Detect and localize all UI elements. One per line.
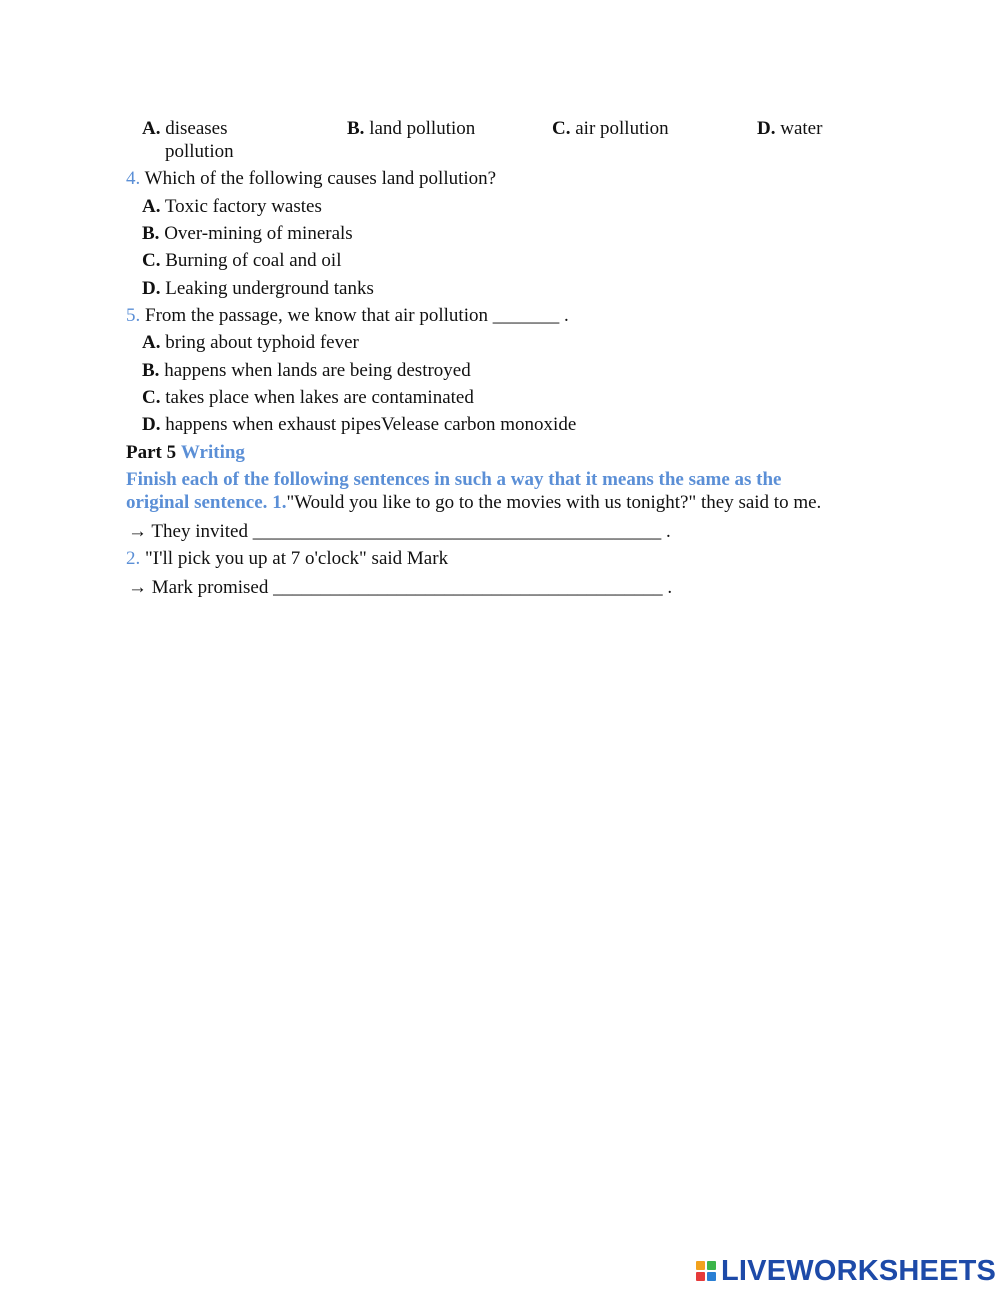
q5-option-a: A. bring about typhoid fever <box>142 332 359 353</box>
item-2-sentence: "I'll pick you up at 7 o'clock" said Mark <box>145 548 449 569</box>
q5-option-b: B. happens when lands are being destroyed <box>142 360 471 381</box>
q4-option-a: A. Toxic factory wastes <box>142 196 322 217</box>
q4-option-c: C. Burning of coal and oil <box>142 250 342 271</box>
logo-text: LIVEWORKSHEETS <box>721 1254 997 1287</box>
logo-square <box>707 1272 716 1281</box>
q4-option-b: B. Over-mining of minerals <box>142 223 353 244</box>
q4-option-d: D. Leaking underground tanks <box>142 278 374 299</box>
item-number: 2. <box>126 548 141 569</box>
q5-option-c: C. takes place when lakes are contaminated <box>142 387 474 408</box>
q3-option-c: C. air pollution <box>552 118 669 139</box>
item-2 <box>126 548 448 570</box>
q3-option-d: D. water <box>757 118 823 139</box>
logo-square <box>696 1261 705 1270</box>
q5-option-d: D. happens when exhaust pipesVelease carbon monoxide <box>142 414 577 435</box>
section-heading: Part 5 Writing <box>126 442 245 463</box>
logo-icon <box>696 1261 716 1281</box>
q3-option-a: A. diseases <box>142 118 228 139</box>
question-5 <box>126 305 569 327</box>
question-number: 4. <box>126 168 141 189</box>
item-1-sentence: "Would you like to go to the movies with us tonight?" they said to me. <box>286 492 822 513</box>
q3-option-a-continuation: pollution <box>165 141 234 162</box>
item-1-answer-line[interactable]: → They invited ___________________________________________ . <box>128 521 671 542</box>
q3-option-b: B. land pollution <box>347 118 476 139</box>
question-text: From the passage, we know that air pollution _______ . <box>145 305 569 326</box>
question-text: Which of the following causes land pollution? <box>144 168 497 189</box>
instruction-line-2: original sentence. 1."Would you like to go to the movies with us tonight?" they said to me. <box>126 492 822 513</box>
liveworksheets-logo <box>696 1255 996 1287</box>
question-4 <box>126 168 496 190</box>
logo-square <box>707 1261 716 1270</box>
item-2-answer-line[interactable]: → Mark promised _________________________________________ . <box>128 577 673 598</box>
item-number: 1. <box>272 492 287 513</box>
logo-square <box>696 1272 705 1281</box>
question-number: 5. <box>126 305 141 326</box>
instruction-line-1: Finish each of the following sentences in such a way that it means the same as the <box>126 469 782 490</box>
